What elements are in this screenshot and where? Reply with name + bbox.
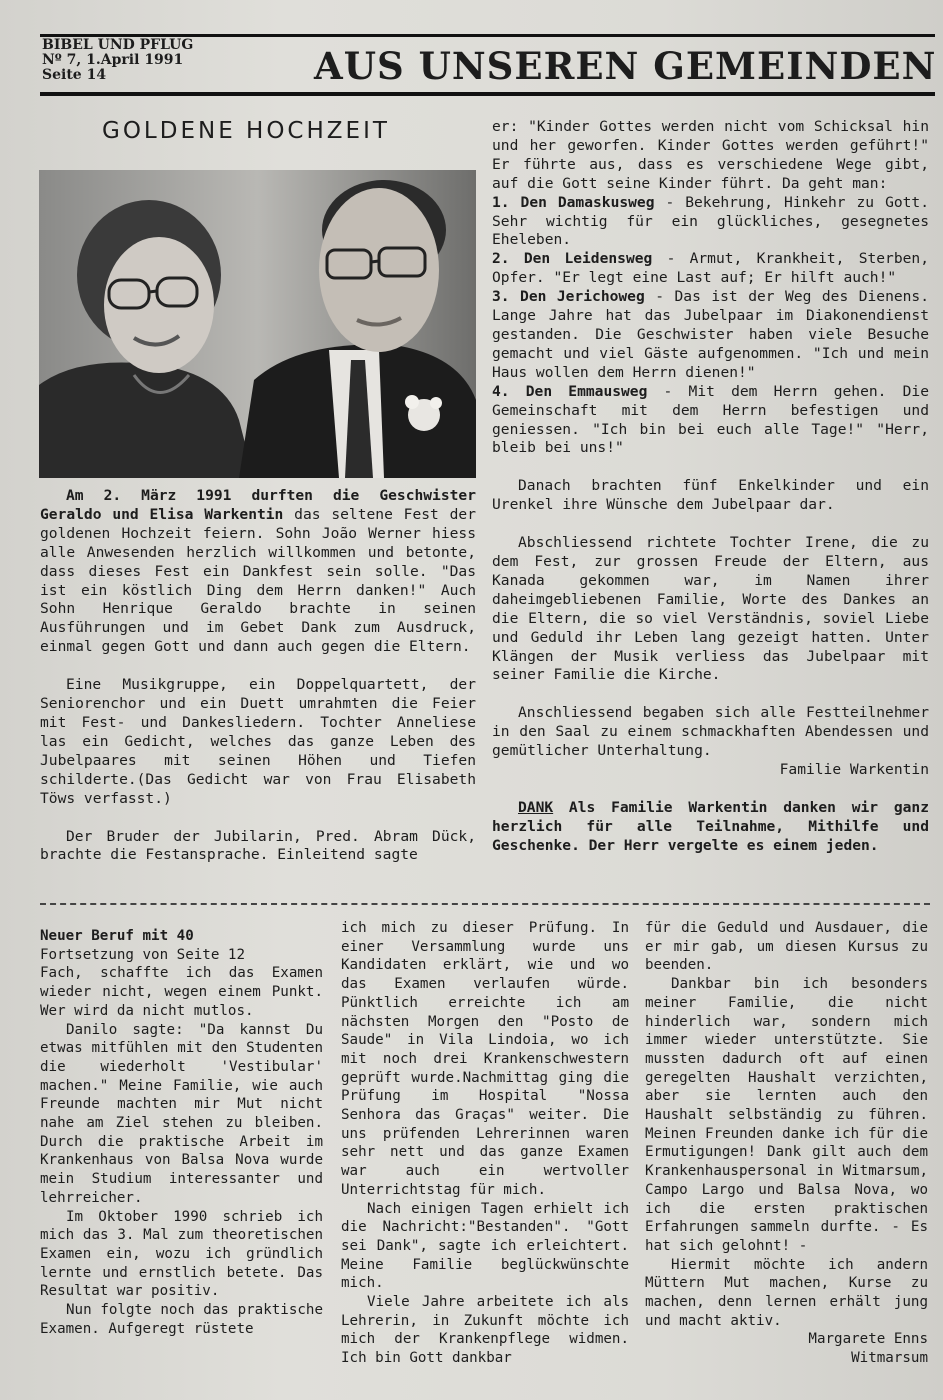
- article2-title: Neuer Beruf mit 40: [40, 928, 194, 944]
- article2-col1-para1: Fach, schaffte ich das Examen wieder nicht, wegen einem Punkt. Wer wird da nicht mutlos.: [40, 965, 323, 1019]
- header-rule-bottom: [40, 92, 935, 96]
- article2-col1-para2: Danilo sagte: "Da kannst Du etwas mitfühlen mit den Studenten die wiederholt 'Vestibular' machen." Meine Familie, wie auch Freunde machten mir Mut nicht nahe am Ziel stehen zu bleiben. Durch die praktische Arbeit im Krankenhaus von Balsa Nova wurde mein Studium interessanter und lehrreicher.: [40, 1021, 323, 1206]
- article2-place: Witmarsum: [851, 1350, 928, 1367]
- article1-signature: Familie Warkentin: [779, 761, 929, 779]
- article2-column-3: [645, 919, 928, 1368]
- article2-col2-para1: ich mich zu dieser Prüfung. In einer Versammlung wurde uns Kandidaten erklärt, wie und wo das Examen verlaufen würde. Pünktlich erreichte ich am nächsten Morgen den "Posto de Saude" in Vila Lindoia, wo ich mit noch drei Krankenschwestern geprüft wurde.Nachmittag ging die Prüfung im Hospital "Nossa Senhora das Graças" weiter. Die uns prüfenden Lehrerinnen waren sehr nett und das ganze Examen war auch ein wertvoller Unterrichtstag für mich.: [341, 920, 629, 1198]
- masthead: [42, 38, 193, 83]
- way-2-name: 2. Den Leidensweg: [492, 250, 653, 268]
- article2-col3-para2: Dankbar bin ich besonders meiner Familie, die nicht hinderlich war, sondern mich immer wieder unterstützte. Sie mussten dadurch oft auf einen geregelten Haushalt verzichten, aber sie lernten auch den Haushalt selbständig zu führen. Meinen Freunden danke ich für die Ermutigungen! Dank gilt auch dem Krankenhauspersonal in Witmarsum, Campo Largo und Balsa Nova, wo ich die ersten praktischen Erfahrungen sammeln durfte. - Es hat sich gelohnt! -: [645, 976, 928, 1254]
- couple-photo-image: [39, 170, 476, 478]
- article2-col3-para1: für die Geduld und Ausdauer, die er mir gab, um diesen Kursus zu beenden.: [645, 920, 928, 974]
- article1-paragraph-3: Der Bruder der Jubilarin, Pred. Abram Dück, brachte die Festansprache. Einleitend sagte: [40, 827, 476, 864]
- way-4-name: 4. Den Emmausweg: [492, 382, 648, 400]
- way-1: [492, 194, 929, 251]
- couple-photo: [39, 170, 476, 478]
- article2-author: Margarete Enns: [808, 1331, 928, 1348]
- masthead-publication: BIBEL UND PFLUG: [42, 37, 194, 53]
- section-separator: [40, 903, 930, 905]
- section-title: AUS UNSEREN GEMEINDEN: [314, 44, 937, 88]
- article2-column-2: [341, 919, 629, 1368]
- way-2: [492, 250, 929, 288]
- way-1-text: - Bekehrung, Hinkehr zu Gott. Sehr wichtig für ein glückliches, gesegnetes Eheleben.: [492, 193, 929, 249]
- article2-column-1: [40, 927, 323, 1338]
- article1-paragraph-1-text: das seltene Fest der goldenen Hochzeit feiern. Sohn João Werner hiess alle Anwesenden herzlich willkommen und betonte, dass dieses Fest ein Dankfest sein solle. "Das ist ein köstlich Ding dem Herrn danken!" Auch Sohn Henrique Geraldo brachte in seinen Ausführungen und im Gebet Dank zum Ausdruck, einmal gegen Gott und dann auch gegen die Eltern.: [40, 505, 476, 656]
- article2-col1-para3: Im Oktober 1990 schrieb ich mich das 3. Mal zum theoretischen Examen ein, wozu ich gründlich lernte und ernstlich betete. Das Resultat war positiv.: [40, 1208, 323, 1300]
- way-3-text: - Das ist der Weg des Dienens. Lange Jahre hat das Jubelpaar im Diakonendienst gestanden. Die Geschwister haben viele Besuche gemacht und viel Gäste aufgenommen. "Ich und mein Haus wollen dem Herrn dienen!": [492, 288, 929, 381]
- article1-col2-para2: Danach brachten fünf Enkelkinder und ein Urenkel ihre Wünsche dem Jubelpaar dar.: [492, 477, 929, 514]
- way-1-name: 1. Den Damaskusweg: [492, 193, 655, 211]
- article1-lead: Am 2. März 1991 durften die Geschwister Geraldo und Elisa Warkentin: [40, 487, 476, 523]
- article2-subtitle: Fortsetzung von Seite 12: [40, 946, 245, 963]
- article1-col2-para4: Anschliessend begaben sich alle Festteilnehmer in den Saal zu einem schmackhaften Abendessen und gemütlicher Unterhaltung.: [492, 704, 929, 760]
- article1-paragraph-2: Eine Musikgruppe, ein Doppelquartett, der Seniorenchor und ein Duett umrahmten die Feier mit Fest- und Dankesliedern. Tochter Anneliese las ein Gedicht, welches das ganze Leben des Jubelpaares mit seinen Höhen und Tiefen schilderte.(Das Gedicht war von Frau Elisabeth Töws verfasst.): [40, 676, 476, 807]
- thanks-notice: [492, 799, 929, 856]
- article2-col3-para3: Hiermit möchte ich andern Müttern Mut machen, Kurse zu machen, denn lernen erhält jung und macht aktiv.: [645, 1256, 928, 1329]
- article1-col2-intro: er: "Kinder Gottes werden nicht vom Schicksal hin und her geworfen. Kinder Gottes werden geführt!" Er führte aus, dass es verschiedene Wege gibt, auf die Gott seine Kinder führt. Da geht man:: [492, 118, 929, 192]
- thanks-text: Als Familie Warkentin danken wir ganz herzlich für alle Teilnahme, Mithilfe und Geschenke. Der Herr vergelte es einem jeden.: [492, 799, 929, 854]
- way-4: [492, 383, 929, 459]
- way-4-text: - Mit dem Herrn gehen. Die Gemeinschaft mit dem Herrn befestigen und geniessen. "Ich bin bei euch alle Tage!" "Herr, bleib bei uns!": [492, 382, 929, 457]
- way-3: [492, 288, 929, 383]
- article2-col1-para4: Nun folgte noch das praktische Examen. Aufgeregt rüstete: [40, 1302, 323, 1337]
- masthead-issue: Nº 7, 1.April 1991: [42, 52, 184, 68]
- article1-col2-para3: Abschliessend richtete Tochter Irene, die zu dem Fest, zur grossen Freude der Eltern, aus Kanada gekommen war, im Namen ihrer daheimgebliebenen Familie, Worte des Dankes an die Eltern, die so viel Verständnis, soviel Liebe und Geduld ihr Leben lang gezeigt hatten. Unter Klängen der Musik verliess das Jubelpaar mit seiner Familie die Kirche.: [492, 534, 929, 684]
- article1-paragraph-1: [40, 487, 476, 657]
- article2-col2-para2: Nach einigen Tagen erhielt ich die Nachricht:"Bestanden". "Gott sei Dank", sagte ich erleichtert. Meine Familie beglückwünschte mich.: [341, 1200, 629, 1292]
- article1-column-1: [40, 487, 476, 865]
- thanks-label: DANK: [518, 799, 554, 816]
- article1-column-2: [492, 118, 929, 856]
- way-3-name: 3. Den Jerichoweg: [492, 288, 645, 306]
- article2-col2-para3: Viele Jahre arbeitete ich als Lehrerin, in Zukunft möchte ich mich der Krankenpflege widmen. Ich bin Gott dankbar: [341, 1294, 629, 1367]
- article-title-golden-wedding: GOLDENE HOCHZEIT: [102, 118, 390, 144]
- way-2-text: - Armut, Krankheit, Sterben, Opfer. "Er legt eine Last auf; Er hilft auch!": [492, 250, 929, 287]
- masthead-page: Seite 14: [42, 67, 107, 83]
